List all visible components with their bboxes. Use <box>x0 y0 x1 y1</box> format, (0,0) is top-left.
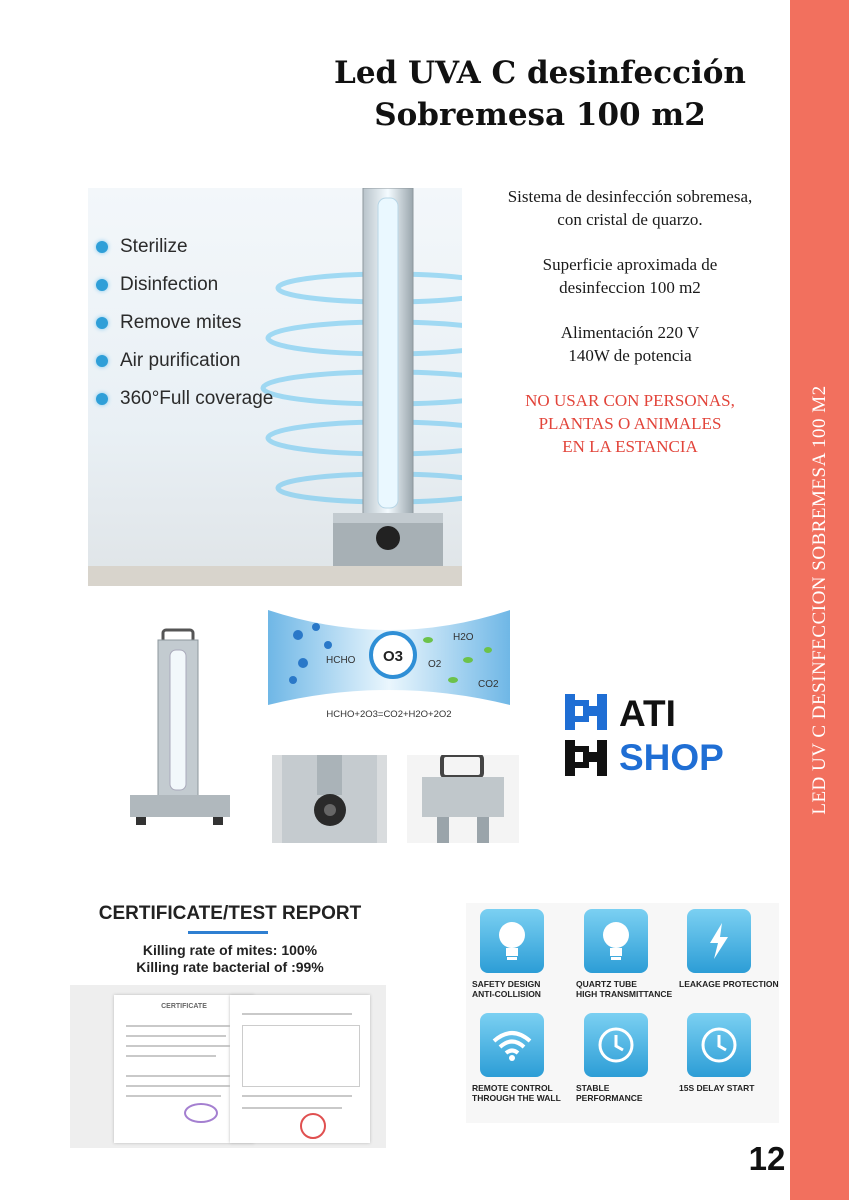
handle-detail-illustration <box>407 755 519 843</box>
logo-word-shop: SHOP <box>619 737 724 778</box>
mites-kill-rate: Killing rate of mites: 100% <box>142 942 318 958</box>
reaction-formula: HCHO+2O3=CO2+H2O+2O2 <box>326 709 452 720</box>
red-stamp-icon <box>300 1113 326 1139</box>
product-photo-main <box>88 188 462 586</box>
feature-item: LEAKAGE PROTECTION <box>679 909 779 989</box>
desc-paragraph-3: Alimentación 220 V 140W de potencia <box>560 323 700 365</box>
ozone-reaction-diagram <box>268 605 510 727</box>
product-description <box>470 185 790 480</box>
report-table <box>242 1025 360 1087</box>
bullet-item: Remove mites <box>96 304 273 342</box>
feature-item: REMOTE CONTROL THROUGH THE WALL <box>472 1013 572 1103</box>
bullet-item: Disinfection <box>96 266 273 304</box>
feature-item: QUARTZ TUBE HIGH TRANSMITTANCE <box>576 909 676 999</box>
ozone-label: O3 <box>382 648 404 665</box>
side-label: LED UV C DESINFECCION SOBREMESA 100 M2 <box>809 385 830 815</box>
certificate-title: CERTIFICATE/TEST REPORT <box>98 903 362 924</box>
detail-photo-base <box>272 755 387 843</box>
desc-paragraph-2: Superficie aproximada de desinfeccion 100 m2 <box>542 255 718 297</box>
feature-item: STABLE PERFORMANCE <box>576 1013 676 1103</box>
h2o-label: H2O <box>453 632 474 643</box>
base-detail-illustration <box>272 755 387 843</box>
o2-label: O2 <box>428 659 442 670</box>
detail-photo-handle <box>407 755 519 843</box>
feature-item: SAFETY DESIGN ANTI-COLLISION <box>472 909 572 999</box>
feature-icon-grid <box>466 903 779 1123</box>
bulb-icon <box>584 909 648 973</box>
title-line-2: Sobremesa 100 m2 <box>374 97 706 133</box>
bullet-dot-icon <box>96 355 108 367</box>
test-report-document <box>230 995 370 1143</box>
certificate-documents <box>70 985 386 1148</box>
lamp-thumbnail-illustration <box>118 625 243 835</box>
bullet-dot-icon <box>96 241 108 253</box>
certificate-underline <box>188 931 268 934</box>
doc-header: CERTIFICATE <box>161 1003 207 1010</box>
wifi-icon <box>480 1013 544 1077</box>
bullet-item: Air purification <box>96 342 273 380</box>
feature-bullets <box>96 228 273 418</box>
bullet-item: 360°Full coverage <box>96 380 273 418</box>
bacteria-kill-rate: Killing rate bacterial of :99% <box>136 959 324 975</box>
logo-word-ati: ATI <box>619 693 676 734</box>
clock-icon <box>687 1013 751 1077</box>
bulb-icon <box>480 909 544 973</box>
bullet-item: Sterilize <box>96 228 273 266</box>
feature-item: 15S DELAY START <box>679 1013 779 1093</box>
brand-logo <box>563 692 763 782</box>
bullet-dot-icon <box>96 317 108 329</box>
desc-paragraph-1: Sistema de desinfección sobremesa, con cristal de quarzo. <box>507 187 753 229</box>
co2-label: CO2 <box>478 679 499 690</box>
stamp-icon <box>184 1103 218 1123</box>
product-photo-full <box>118 625 243 835</box>
page-title <box>300 52 780 136</box>
bullet-dot-icon <box>96 279 108 291</box>
page-number: 12 <box>748 1140 786 1177</box>
ozone-diagram-svg <box>268 605 510 727</box>
certificate-stats <box>70 942 390 976</box>
lightning-icon <box>687 909 751 973</box>
clock-icon <box>584 1013 648 1077</box>
safety-warning: NO USAR CON PERSONAS, PLANTAS O ANIMALES EN LA ESTANCIA <box>525 391 735 456</box>
hcho-label: HCHO <box>326 655 356 666</box>
bullet-dot-icon <box>96 393 108 405</box>
title-line-1: Led UVA C desinfección <box>334 55 746 91</box>
logo-mark-icon <box>563 692 623 780</box>
